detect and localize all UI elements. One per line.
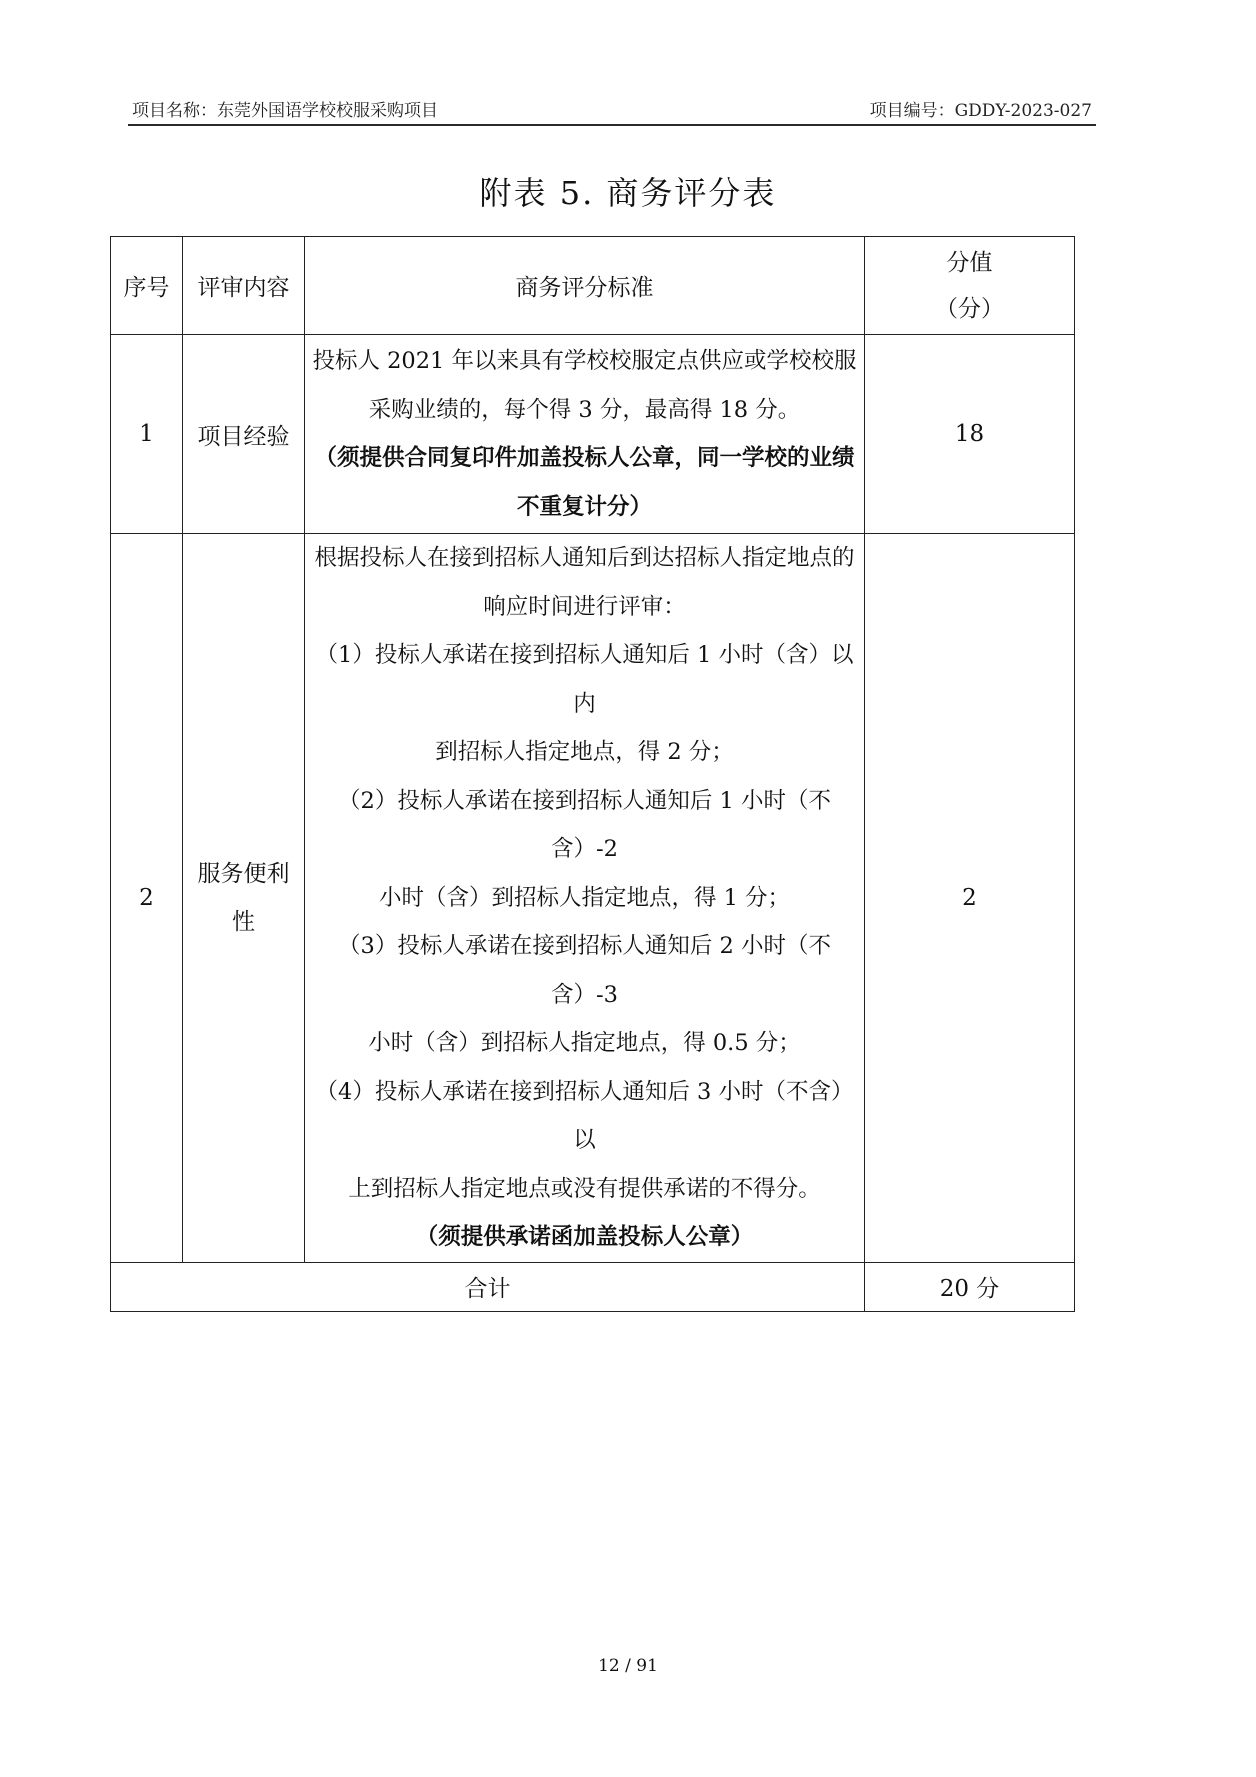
- row-score: 18: [865, 335, 1075, 534]
- row-item: [183, 534, 305, 1263]
- row-criteria: [305, 534, 865, 1263]
- table-row: [111, 335, 1075, 534]
- table-row: [111, 534, 1075, 1263]
- row-score: 2: [865, 534, 1075, 1263]
- row-criteria: [305, 335, 865, 534]
- criteria-note-line: （须提供承诺函加盖投标人公章）: [415, 1224, 754, 1250]
- criteria-line: 到招标人指定地点，得 2 分；: [435, 739, 734, 765]
- total-row: [111, 1262, 1075, 1311]
- header-score-line2: （分）: [935, 295, 1004, 322]
- page-number: 12 / 91: [598, 1656, 658, 1676]
- criteria-line: 投标人 2021 年以来具有学校校服定点供应或学校校服: [312, 348, 857, 374]
- total-value: 20 分: [865, 1262, 1075, 1311]
- table-header-row: [111, 237, 1075, 335]
- row-item-line1: 服务便利: [197, 860, 290, 887]
- project-name: 项目名称：东莞外国语学校校服采购项目: [132, 101, 438, 121]
- criteria-line: 小时（含）到招标人指定地点，得 1 分；: [378, 884, 791, 911]
- criteria-note-line: （须提供合同复印件加盖投标人公章，同一学校的业绩: [314, 445, 855, 471]
- row-seq: 2: [111, 534, 183, 1263]
- criteria-line: 采购业绩的，每个得 3 分，最高得 18 分。: [368, 396, 801, 423]
- criteria-line: 小时（含）到招标人指定地点，得 0.5 分；: [368, 1030, 801, 1056]
- row-item: 项目经验: [183, 335, 305, 534]
- total-label: 合计: [111, 1262, 865, 1311]
- criteria-line: 根据投标人在接到招标人通知后到达招标人指定地点的: [314, 545, 855, 571]
- criteria-line: （3）投标人承诺在接到招标人通知后 2 小时（不含）-3: [338, 933, 831, 1008]
- row-seq: 1: [111, 335, 183, 534]
- header-criteria: 商务评分标准: [305, 237, 865, 335]
- criteria-line: （4）投标人承诺在接到招标人通知后 3 小时（不含）以: [315, 1078, 854, 1153]
- criteria-line: 上到招标人指定地点或没有提供承诺的不得分。: [348, 1175, 821, 1202]
- project-code: 项目编号：GDDY-2023-027: [869, 101, 1092, 121]
- header-seq: 序号: [111, 237, 183, 335]
- header-item: 评审内容: [183, 237, 305, 335]
- page-title: 附表 5. 商务评分表: [479, 174, 777, 212]
- criteria-line: （2）投标人承诺在接到招标人通知后 1 小时（不含）-2: [338, 787, 831, 862]
- header-score: [865, 237, 1075, 335]
- criteria-line: 响应时间进行评审：: [483, 593, 686, 620]
- row-item-line2: 性: [232, 908, 255, 935]
- business-score-table: [110, 236, 1075, 1312]
- criteria-line: （1）投标人承诺在接到招标人通知后 1 小时（含）以内: [315, 642, 854, 717]
- header-score-line1: 分值: [946, 249, 993, 276]
- criteria-note-line: 不重复计分）: [516, 493, 652, 520]
- page-header: [128, 96, 1096, 126]
